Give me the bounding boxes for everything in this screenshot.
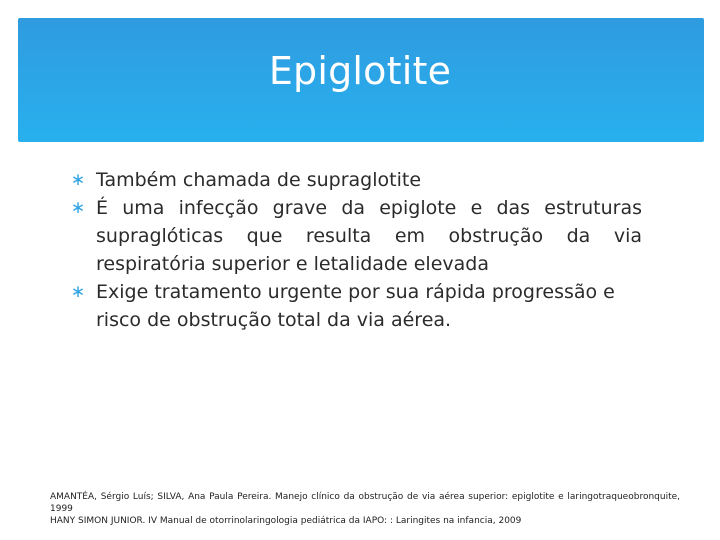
reference-line: AMANTÉA, Sérgio Luís; SILVA, Ana Paula Pereira. Manejo clínico da obstrução de via aérea superior: epiglotite e laringotraqueobronquite, 1999	[50, 492, 680, 514]
references	[50, 491, 680, 527]
asterisk-icon: ∗	[70, 198, 86, 218]
bullet-text: É uma infecção grave da epiglote e das estruturas supraglóticas que resulta em obstrução da via respiratória superior e letalidade elevada	[96, 197, 642, 275]
slide-title: Epiglotite	[268, 49, 452, 93]
bullet-text: Também chamada de supraglotite	[96, 169, 422, 191]
bullet-item	[70, 166, 642, 194]
bullet-text: Exige tratamento urgente por sua rápida progressão e risco de obstrução total da via aérea.	[96, 281, 615, 331]
asterisk-icon: ∗	[70, 170, 86, 190]
bullet-item	[70, 194, 642, 278]
asterisk-icon: ∗	[70, 282, 86, 302]
bullet-list	[70, 166, 642, 334]
reference-line: HANY SIMON JUNIOR. IV Manual de otorrinolaringologia pediátrica da IAPO: : Laringites na infancia, 2009	[50, 516, 522, 526]
bullet-item	[70, 278, 642, 334]
